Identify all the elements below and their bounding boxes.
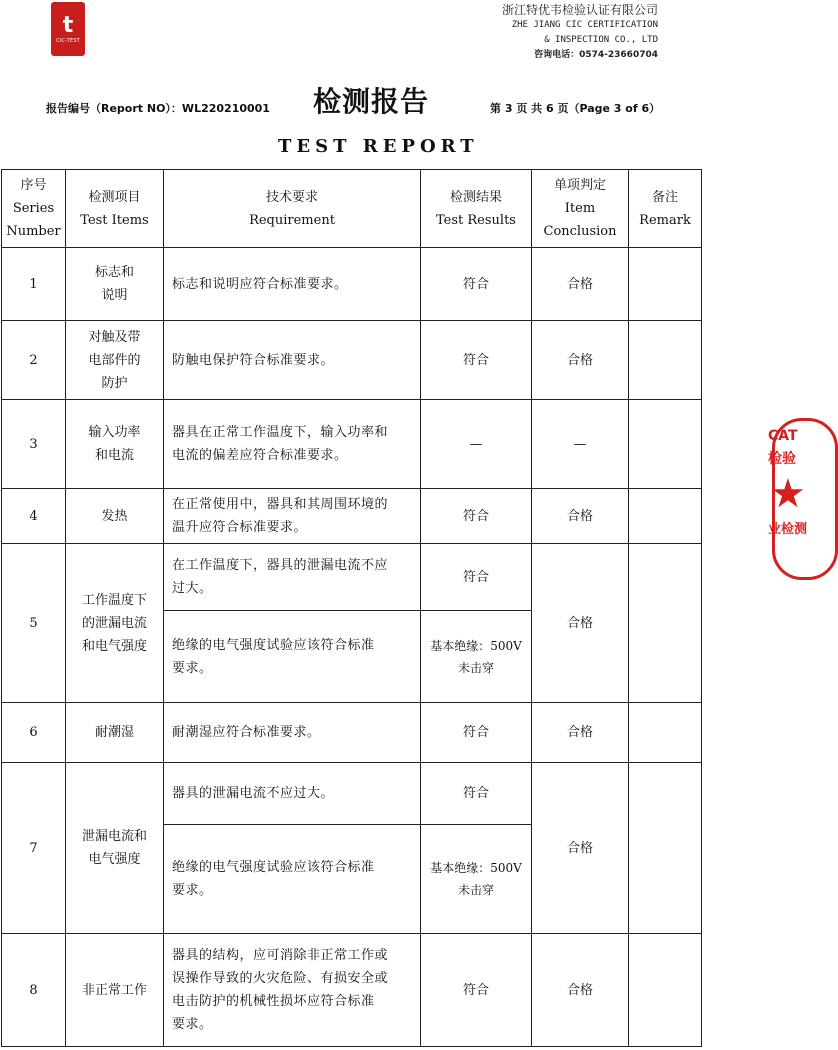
cell-requirement: 绝缘的电气强度试验应该符合标准 要求。 bbox=[164, 825, 421, 934]
test-report-table bbox=[1, 169, 702, 1047]
table-row bbox=[2, 248, 702, 321]
cell-item: 泄漏电流和 电气强度 bbox=[66, 763, 164, 934]
cell-item: 发热 bbox=[66, 489, 164, 544]
cell-requirement: 防触电保护符合标准要求。 bbox=[164, 321, 421, 400]
table-row bbox=[2, 400, 702, 489]
cell-requirement: 器具在正常工作温度下，输入功率和 电流的偏差应符合标准要求。 bbox=[164, 400, 421, 489]
cell-requirement: 在工作温度下，器具的泄漏电流不应 过大。 bbox=[164, 544, 421, 611]
table-row bbox=[2, 544, 702, 611]
header-series-number: 序号 Series Number bbox=[2, 170, 66, 248]
cell-no: 3 bbox=[2, 400, 66, 489]
document-subtitle: TEST REPORT bbox=[278, 136, 479, 157]
cell-item: 非正常工作 bbox=[66, 934, 164, 1047]
company-info bbox=[502, 2, 658, 62]
header-remark: 备注 Remark bbox=[629, 170, 702, 248]
cell-conclusion: 合格 bbox=[532, 763, 629, 934]
company-name-cn: 浙江特优韦检验认证有限公司 bbox=[501, 3, 658, 17]
inspection-stamp bbox=[766, 418, 826, 578]
cell-conclusion: 合格 bbox=[532, 248, 629, 321]
cell-requirement: 标志和说明应符合标准要求。 bbox=[164, 248, 421, 321]
cell-result: 基本绝缘：500V 未击穿 bbox=[421, 611, 532, 703]
cell-no: 1 bbox=[2, 248, 66, 321]
company-logo bbox=[51, 2, 85, 56]
cell-result: 符合 bbox=[421, 544, 532, 611]
cell-no: 7 bbox=[2, 763, 66, 934]
cell-result: 符合 bbox=[421, 703, 532, 763]
document-title: 检测报告 bbox=[313, 85, 430, 118]
stamp-text-1: CAT bbox=[768, 428, 798, 444]
cell-item: 标志和 说明 bbox=[66, 248, 164, 321]
cell-result: 基本绝缘：500V 未击穿 bbox=[421, 825, 532, 934]
company-name-en-2: & INSPECTION CO., LTD bbox=[544, 35, 658, 45]
cell-requirement: 器具的泄漏电流不应过大。 bbox=[164, 763, 421, 825]
cell-conclusion: — bbox=[532, 400, 629, 489]
cell-item: 输入功率 和电流 bbox=[66, 400, 164, 489]
cell-no: 5 bbox=[2, 544, 66, 703]
cell-no: 8 bbox=[2, 934, 66, 1047]
stamp-text-3: 业检测 bbox=[768, 522, 808, 537]
cell-remark bbox=[629, 544, 702, 703]
table-row bbox=[2, 763, 702, 825]
logo-mark: t bbox=[62, 13, 74, 38]
cell-result: 符合 bbox=[421, 763, 532, 825]
company-tel: 咨询电话：0574-23660704 bbox=[534, 50, 658, 60]
header-test-items: 检测项目 Test Items bbox=[66, 170, 164, 248]
page-info: 第 3 页 共 6 页（Page 3 of 6） bbox=[490, 102, 661, 115]
cell-result: 符合 bbox=[421, 321, 532, 400]
cell-conclusion: 合格 bbox=[532, 703, 629, 763]
cell-result: 符合 bbox=[421, 934, 532, 1047]
table-row bbox=[2, 934, 702, 1047]
cell-remark bbox=[629, 703, 702, 763]
cell-remark bbox=[629, 321, 702, 400]
cell-remark bbox=[629, 934, 702, 1047]
cell-remark bbox=[629, 248, 702, 321]
cell-remark bbox=[629, 763, 702, 934]
cell-no: 4 bbox=[2, 489, 66, 544]
cell-conclusion: 合格 bbox=[532, 544, 629, 703]
header-item-conclusion: 单项判定 Item Conclusion bbox=[532, 170, 629, 248]
logo-text: CIC-TEST bbox=[56, 38, 80, 44]
cell-requirement: 耐潮湿应符合标准要求。 bbox=[164, 703, 421, 763]
cell-result: — bbox=[421, 400, 532, 489]
cell-result: 符合 bbox=[421, 489, 532, 544]
table-row bbox=[2, 489, 702, 544]
cell-result: 符合 bbox=[421, 248, 532, 321]
cell-requirement: 在正常使用中，器具和其周围环境的 温升应符合标准要求。 bbox=[164, 489, 421, 544]
report-number: 报告编号（Report NO）：WL220210001 bbox=[46, 102, 270, 115]
table-row bbox=[2, 703, 702, 763]
table-header-row bbox=[2, 170, 702, 248]
cell-conclusion: 合格 bbox=[532, 934, 629, 1047]
cell-remark bbox=[629, 400, 702, 489]
cell-item: 耐潮湿 bbox=[66, 703, 164, 763]
cell-conclusion: 合格 bbox=[532, 489, 629, 544]
cell-no: 2 bbox=[2, 321, 66, 400]
cell-requirement: 器具的结构，应可消除非正常工作或 误操作导致的火灾危险、有损安全或 电击防护的机械性损坏应符合标准 要求。 bbox=[164, 934, 421, 1047]
cell-remark bbox=[629, 489, 702, 544]
header-test-results: 检测结果 Test Results bbox=[421, 170, 532, 248]
star-icon: ★ bbox=[770, 471, 806, 517]
cell-no: 6 bbox=[2, 703, 66, 763]
company-name-en-1: ZHE JIANG CIC CERTIFICATION bbox=[511, 20, 658, 30]
cell-item: 工作温度下 的泄漏电流 和电气强度 bbox=[66, 544, 164, 703]
cell-item: 对触及带 电部件的 防护 bbox=[66, 321, 164, 400]
table-row bbox=[2, 321, 702, 400]
cell-conclusion: 合格 bbox=[532, 321, 629, 400]
stamp-text-2: 检验 bbox=[768, 451, 796, 467]
header-requirement: 技术要求 Requirement bbox=[164, 170, 421, 248]
cell-requirement: 绝缘的电气强度试验应该符合标准 要求。 bbox=[164, 611, 421, 703]
